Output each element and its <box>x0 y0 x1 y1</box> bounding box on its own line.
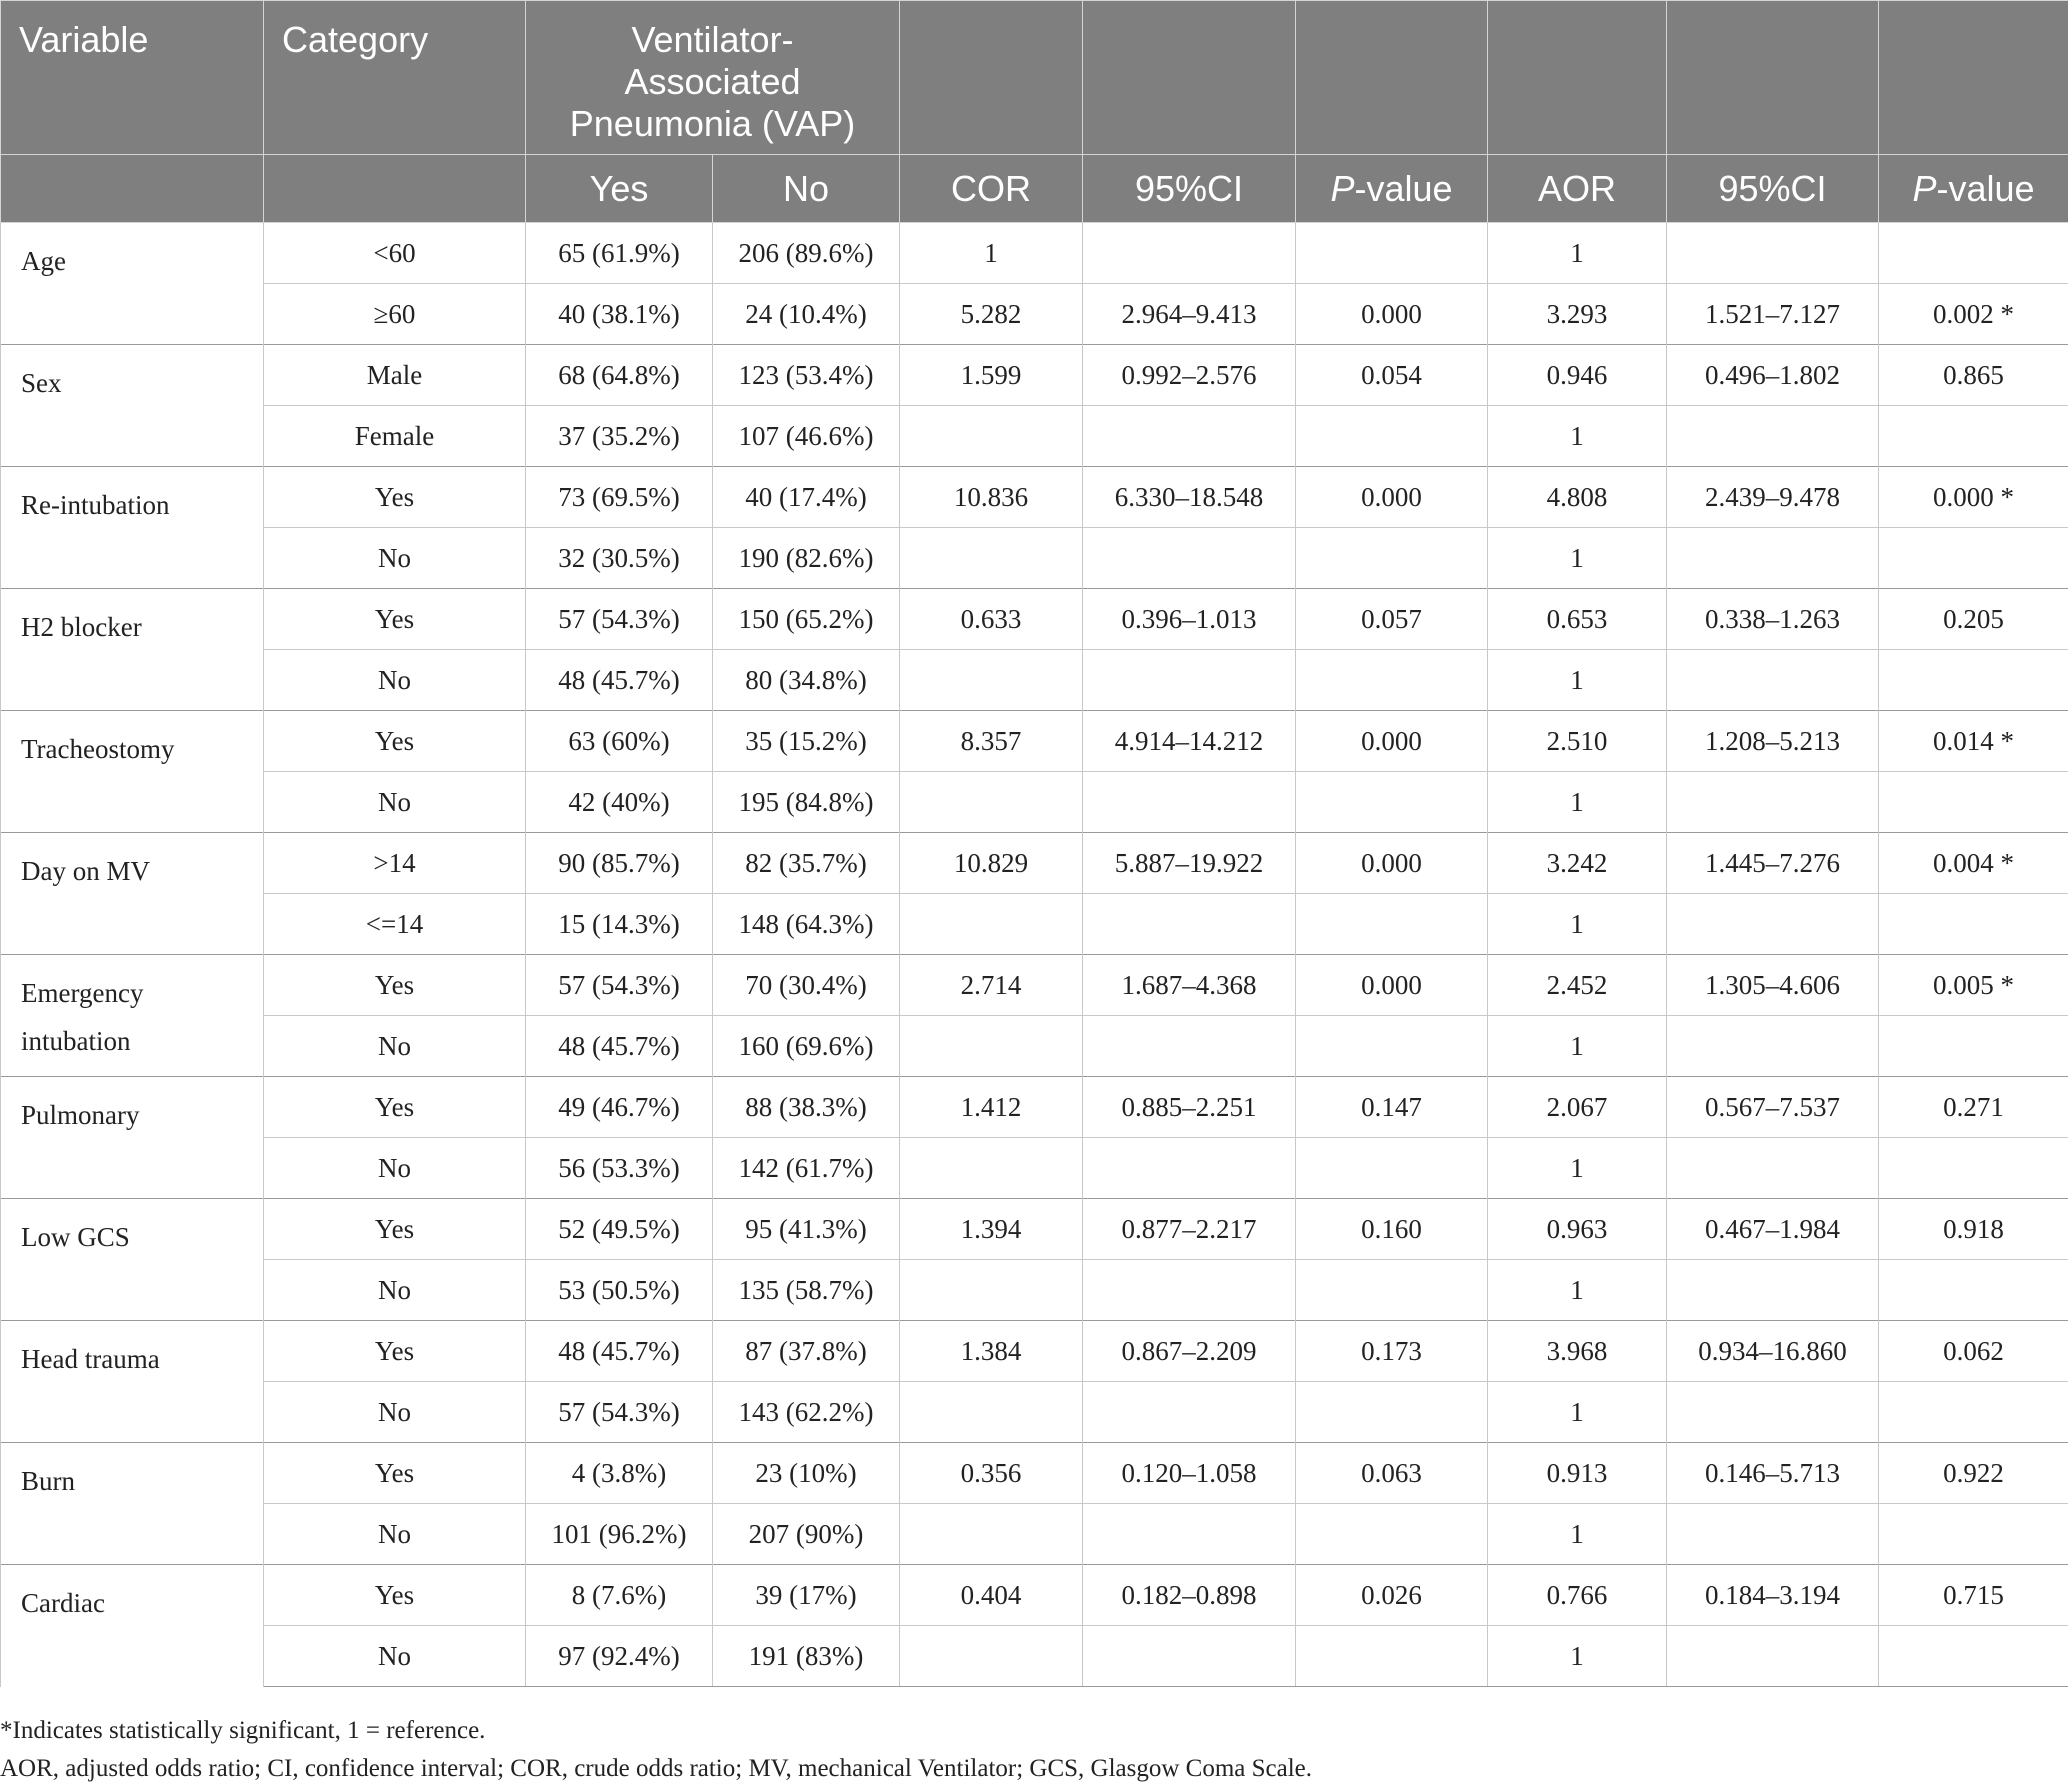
table-row <box>1 1016 2068 1077</box>
aor-cell: 3.293 <box>1488 284 1667 345</box>
cor-p-value-cell: 0.000 <box>1296 833 1488 894</box>
aor-cell: 3.968 <box>1488 1321 1667 1382</box>
category-cell: No <box>264 1504 526 1565</box>
aor-ci-cell: 0.496–1.802 <box>1667 345 1879 406</box>
table-row <box>1 1138 2068 1199</box>
category-cell: No <box>264 1138 526 1199</box>
header-row-1 <box>1 1 2068 155</box>
cor-ci-cell: 0.867–2.209 <box>1083 1321 1296 1382</box>
aor-ci-cell <box>1667 528 1879 589</box>
aor-cell: 1 <box>1488 1626 1667 1687</box>
vap-yes-cell: 4 (3.8%) <box>526 1443 713 1504</box>
table-row <box>1 833 2068 894</box>
aor-ci-cell: 0.467–1.984 <box>1667 1199 1879 1260</box>
aor-p-value-cell <box>1879 223 2068 284</box>
p-suffix: -value <box>1354 167 1453 209</box>
cor-p-value-cell <box>1296 1016 1488 1077</box>
aor-p-value-cell: 0.005 * <box>1879 955 2068 1016</box>
cor-ci-cell <box>1083 1504 1296 1565</box>
aor-p-value-cell <box>1879 1504 2068 1565</box>
vap-no-cell: 23 (10%) <box>713 1443 900 1504</box>
aor-ci-cell <box>1667 1504 1879 1565</box>
aor-cell: 2.067 <box>1488 1077 1667 1138</box>
table-row <box>1 1077 2068 1138</box>
aor-ci-cell: 0.146–5.713 <box>1667 1443 1879 1504</box>
aor-p-value-cell: 0.715 <box>1879 1565 2068 1626</box>
category-cell: No <box>264 1382 526 1443</box>
header-empty-cell <box>264 155 526 223</box>
aor-ci-cell <box>1667 894 1879 955</box>
table-row <box>1 223 2068 284</box>
aor-cell: 1 <box>1488 772 1667 833</box>
header-aor: AOR <box>1488 155 1667 223</box>
cor-cell <box>900 1260 1083 1321</box>
cor-ci-cell <box>1083 528 1296 589</box>
variable-cell: Sex <box>1 345 264 467</box>
cor-ci-cell <box>1083 223 1296 284</box>
aor-cell: 2.510 <box>1488 711 1667 772</box>
vap-yes-cell: 48 (45.7%) <box>526 1016 713 1077</box>
aor-ci-cell: 1.208–5.213 <box>1667 711 1879 772</box>
cor-cell <box>900 528 1083 589</box>
aor-ci-cell: 0.567–7.537 <box>1667 1077 1879 1138</box>
cor-p-value-cell <box>1296 406 1488 467</box>
vap-yes-cell: 49 (46.7%) <box>526 1077 713 1138</box>
cor-p-value-cell: 0.173 <box>1296 1321 1488 1382</box>
cor-cell <box>900 772 1083 833</box>
cor-ci-cell: 0.120–1.058 <box>1083 1443 1296 1504</box>
vap-yes-cell: 90 (85.7%) <box>526 833 713 894</box>
category-cell: Yes <box>264 1199 526 1260</box>
vap-yes-cell: 73 (69.5%) <box>526 467 713 528</box>
vap-yes-cell: 101 (96.2%) <box>526 1504 713 1565</box>
cor-cell: 2.714 <box>900 955 1083 1016</box>
table-row <box>1 772 2068 833</box>
vap-no-cell: 191 (83%) <box>713 1626 900 1687</box>
table-row <box>1 284 2068 345</box>
cor-cell: 0.633 <box>900 589 1083 650</box>
cor-p-value-cell <box>1296 528 1488 589</box>
cor-p-value-cell <box>1296 1626 1488 1687</box>
category-cell: Yes <box>264 1321 526 1382</box>
table-row <box>1 894 2068 955</box>
aor-cell: 0.946 <box>1488 345 1667 406</box>
aor-ci-cell: 0.338–1.263 <box>1667 589 1879 650</box>
header-empty-cell <box>1 155 264 223</box>
aor-p-value-cell <box>1879 772 2068 833</box>
aor-p-value-cell: 0.205 <box>1879 589 2068 650</box>
vap-yes-cell: 37 (35.2%) <box>526 406 713 467</box>
header-empty-cell <box>1083 1 1296 155</box>
aor-p-value-cell: 0.865 <box>1879 345 2068 406</box>
aor-p-value-cell <box>1879 1382 2068 1443</box>
header-category: Category <box>264 1 526 155</box>
vap-no-cell: 87 (37.8%) <box>713 1321 900 1382</box>
cor-p-value-cell: 0.000 <box>1296 284 1488 345</box>
aor-p-value-cell <box>1879 1138 2068 1199</box>
cor-ci-cell: 5.887–19.922 <box>1083 833 1296 894</box>
aor-cell: 0.963 <box>1488 1199 1667 1260</box>
cor-cell: 1 <box>900 223 1083 284</box>
cor-ci-cell <box>1083 1138 1296 1199</box>
table-row <box>1 467 2068 528</box>
aor-cell: 1 <box>1488 528 1667 589</box>
vap-no-cell: 95 (41.3%) <box>713 1199 900 1260</box>
footnote-significance: *Indicates statistically significant, 1 = reference. <box>0 1717 486 1744</box>
cor-ci-cell: 2.964–9.413 <box>1083 284 1296 345</box>
header-vap-group: Ventilator-Associated Pneumonia (VAP) <box>526 1 900 155</box>
cor-ci-cell <box>1083 1382 1296 1443</box>
header-empty-cell <box>1879 1 2068 155</box>
vap-no-cell: 70 (30.4%) <box>713 955 900 1016</box>
aor-p-value-cell: 0.002 * <box>1879 284 2068 345</box>
cor-p-value-cell <box>1296 1138 1488 1199</box>
vap-no-cell: 35 (15.2%) <box>713 711 900 772</box>
cor-p-value-cell <box>1296 223 1488 284</box>
category-cell: ≥60 <box>264 284 526 345</box>
aor-p-value-cell <box>1879 1260 2068 1321</box>
aor-ci-cell: 2.439–9.478 <box>1667 467 1879 528</box>
cor-cell: 10.829 <box>900 833 1083 894</box>
cor-ci-cell <box>1083 1016 1296 1077</box>
aor-ci-cell <box>1667 1382 1879 1443</box>
aor-p-value-cell: 0.271 <box>1879 1077 2068 1138</box>
cor-ci-cell <box>1083 1626 1296 1687</box>
vap-no-cell: 80 (34.8%) <box>713 650 900 711</box>
variable-cell: Pulmonary <box>1 1077 264 1199</box>
aor-ci-cell <box>1667 1016 1879 1077</box>
table-row <box>1 1260 2068 1321</box>
cor-ci-cell <box>1083 650 1296 711</box>
cor-p-value-cell: 0.160 <box>1296 1199 1488 1260</box>
aor-p-value-cell <box>1879 894 2068 955</box>
cor-cell <box>900 1138 1083 1199</box>
cor-cell <box>900 406 1083 467</box>
cor-p-value-cell: 0.000 <box>1296 955 1488 1016</box>
header-empty-cell <box>900 1 1083 155</box>
aor-ci-cell <box>1667 1260 1879 1321</box>
vap-no-cell: 88 (38.3%) <box>713 1077 900 1138</box>
cor-ci-cell <box>1083 772 1296 833</box>
header-row-2 <box>1 155 2068 223</box>
table-row <box>1 650 2068 711</box>
cor-p-value-cell: 0.057 <box>1296 589 1488 650</box>
footnote-abbreviations: AOR, adjusted odds ratio; CI, confidence interval; COR, crude odds ratio; MV, mechanical Ventilator; GCS, Glasgow Coma Scale. <box>0 1755 1313 1782</box>
category-cell: No <box>264 1626 526 1687</box>
aor-cell: 1 <box>1488 1138 1667 1199</box>
p-letter: P <box>1330 167 1355 209</box>
variable-cell: Tracheostomy <box>1 711 264 833</box>
variable-cell: Age <box>1 223 264 345</box>
aor-cell: 0.913 <box>1488 1443 1667 1504</box>
vap-yes-cell: 65 (61.9%) <box>526 223 713 284</box>
cor-cell: 1.412 <box>900 1077 1083 1138</box>
vap-no-cell: 160 (69.6%) <box>713 1016 900 1077</box>
vap-yes-cell: 48 (45.7%) <box>526 650 713 711</box>
vap-yes-cell: 97 (92.4%) <box>526 1626 713 1687</box>
table-row <box>1 955 2068 1016</box>
vap-no-cell: 142 (61.7%) <box>713 1138 900 1199</box>
vap-no-cell: 82 (35.7%) <box>713 833 900 894</box>
aor-cell: 0.653 <box>1488 589 1667 650</box>
header-empty-cell <box>1296 1 1488 155</box>
aor-cell: 1 <box>1488 223 1667 284</box>
cor-p-value-cell: 0.026 <box>1296 1565 1488 1626</box>
category-cell: Female <box>264 406 526 467</box>
aor-ci-cell: 0.184–3.194 <box>1667 1565 1879 1626</box>
cor-cell: 0.356 <box>900 1443 1083 1504</box>
cor-ci-cell: 0.992–2.576 <box>1083 345 1296 406</box>
vap-no-cell: 135 (58.7%) <box>713 1260 900 1321</box>
cor-p-value-cell: 0.000 <box>1296 711 1488 772</box>
aor-p-value-cell: 0.014 * <box>1879 711 2068 772</box>
cor-cell: 8.357 <box>900 711 1083 772</box>
category-cell: Yes <box>264 1077 526 1138</box>
table-footnotes <box>0 1712 1312 1788</box>
cor-cell: 1.384 <box>900 1321 1083 1382</box>
aor-cell: 1 <box>1488 894 1667 955</box>
category-cell: No <box>264 772 526 833</box>
table-row <box>1 406 2068 467</box>
category-cell: No <box>264 1016 526 1077</box>
aor-ci-cell: 1.445–7.276 <box>1667 833 1879 894</box>
cor-ci-cell: 0.396–1.013 <box>1083 589 1296 650</box>
vap-no-cell: 150 (65.2%) <box>713 589 900 650</box>
aor-p-value-cell <box>1879 650 2068 711</box>
vap-no-cell: 24 (10.4%) <box>713 284 900 345</box>
cor-ci-cell: 0.182–0.898 <box>1083 1565 1296 1626</box>
variable-cell: Low GCS <box>1 1199 264 1321</box>
category-cell: Male <box>264 345 526 406</box>
header-empty-cell <box>1488 1 1667 155</box>
aor-ci-cell: 1.305–4.606 <box>1667 955 1879 1016</box>
aor-cell: 2.452 <box>1488 955 1667 1016</box>
cor-cell <box>900 1382 1083 1443</box>
category-cell: <=14 <box>264 894 526 955</box>
table-row <box>1 711 2068 772</box>
cor-p-value-cell: 0.054 <box>1296 345 1488 406</box>
cor-cell <box>900 650 1083 711</box>
category-cell: Yes <box>264 1443 526 1504</box>
vap-yes-cell: 40 (38.1%) <box>526 284 713 345</box>
cor-p-value-cell: 0.063 <box>1296 1443 1488 1504</box>
cor-cell: 1.394 <box>900 1199 1083 1260</box>
table-header <box>1 1 2068 223</box>
category-cell: Yes <box>264 1565 526 1626</box>
aor-p-value-cell <box>1879 1016 2068 1077</box>
aor-p-value-cell <box>1879 1626 2068 1687</box>
vap-yes-cell: 63 (60%) <box>526 711 713 772</box>
cor-ci-cell <box>1083 406 1296 467</box>
header-variable: Variable <box>1 1 264 155</box>
table-row <box>1 1382 2068 1443</box>
category-cell: Yes <box>264 711 526 772</box>
cor-ci-cell: 1.687–4.368 <box>1083 955 1296 1016</box>
header-cor-p-value <box>1296 155 1488 223</box>
vap-yes-cell: 57 (54.3%) <box>526 955 713 1016</box>
category-cell: >14 <box>264 833 526 894</box>
vap-yes-cell: 68 (64.8%) <box>526 345 713 406</box>
aor-cell: 1 <box>1488 1504 1667 1565</box>
cor-cell <box>900 894 1083 955</box>
cor-ci-cell <box>1083 894 1296 955</box>
cor-ci-cell: 0.885–2.251 <box>1083 1077 1296 1138</box>
header-no: No <box>713 155 900 223</box>
vap-no-cell: 143 (62.2%) <box>713 1382 900 1443</box>
aor-p-value-cell <box>1879 406 2068 467</box>
aor-ci-cell: 0.934–16.860 <box>1667 1321 1879 1382</box>
header-aor-ci: 95%CI <box>1667 155 1879 223</box>
variable-cell: Emergency intubation <box>1 955 264 1077</box>
aor-p-value-cell: 0.000 * <box>1879 467 2068 528</box>
cor-cell: 5.282 <box>900 284 1083 345</box>
vap-no-cell: 190 (82.6%) <box>713 528 900 589</box>
header-cor: COR <box>900 155 1083 223</box>
vap-no-cell: 123 (53.4%) <box>713 345 900 406</box>
vap-yes-cell: 56 (53.3%) <box>526 1138 713 1199</box>
vap-no-cell: 148 (64.3%) <box>713 894 900 955</box>
vap-yes-cell: 32 (30.5%) <box>526 528 713 589</box>
vap-yes-cell: 57 (54.3%) <box>526 589 713 650</box>
aor-ci-cell <box>1667 223 1879 284</box>
table-row <box>1 1626 2068 1687</box>
variable-cell: Re-intubation <box>1 467 264 589</box>
cor-p-value-cell <box>1296 1260 1488 1321</box>
aor-cell: 1 <box>1488 1016 1667 1077</box>
aor-cell: 0.766 <box>1488 1565 1667 1626</box>
aor-p-value-cell: 0.922 <box>1879 1443 2068 1504</box>
cor-ci-cell <box>1083 1260 1296 1321</box>
vap-yes-cell: 8 (7.6%) <box>526 1565 713 1626</box>
variable-cell: Head trauma <box>1 1321 264 1443</box>
table-row <box>1 1504 2068 1565</box>
vap-yes-cell: 53 (50.5%) <box>526 1260 713 1321</box>
variable-cell: H2 blocker <box>1 589 264 711</box>
cor-p-value-cell: 0.147 <box>1296 1077 1488 1138</box>
aor-cell: 1 <box>1488 406 1667 467</box>
aor-ci-cell <box>1667 1626 1879 1687</box>
table-row <box>1 1565 2068 1626</box>
variable-cell: Burn <box>1 1443 264 1565</box>
cor-cell <box>900 1626 1083 1687</box>
vap-no-cell: 107 (46.6%) <box>713 406 900 467</box>
table-row <box>1 528 2068 589</box>
cor-p-value-cell <box>1296 650 1488 711</box>
header-aor-p-value <box>1879 155 2068 223</box>
vap-no-cell: 39 (17%) <box>713 1565 900 1626</box>
vap-no-cell: 207 (90%) <box>713 1504 900 1565</box>
cor-p-value-cell <box>1296 1382 1488 1443</box>
aor-cell: 4.808 <box>1488 467 1667 528</box>
vap-no-cell: 40 (17.4%) <box>713 467 900 528</box>
table-row <box>1 345 2068 406</box>
cor-cell: 10.836 <box>900 467 1083 528</box>
cor-cell: 1.599 <box>900 345 1083 406</box>
table-row <box>1 1443 2068 1504</box>
category-cell: <60 <box>264 223 526 284</box>
category-cell: Yes <box>264 467 526 528</box>
cor-cell <box>900 1016 1083 1077</box>
aor-ci-cell: 1.521–7.127 <box>1667 284 1879 345</box>
cor-p-value-cell: 0.000 <box>1296 467 1488 528</box>
category-cell: Yes <box>264 589 526 650</box>
aor-cell: 1 <box>1488 1260 1667 1321</box>
vap-yes-cell: 48 (45.7%) <box>526 1321 713 1382</box>
cor-ci-cell: 0.877–2.217 <box>1083 1199 1296 1260</box>
cor-p-value-cell <box>1296 894 1488 955</box>
cor-p-value-cell <box>1296 772 1488 833</box>
category-cell: Yes <box>264 955 526 1016</box>
table-row <box>1 589 2068 650</box>
cor-cell: 0.404 <box>900 1565 1083 1626</box>
category-cell: No <box>264 528 526 589</box>
table-row <box>1 1321 2068 1382</box>
cor-cell <box>900 1504 1083 1565</box>
aor-ci-cell <box>1667 1138 1879 1199</box>
aor-cell: 1 <box>1488 1382 1667 1443</box>
cor-p-value-cell <box>1296 1504 1488 1565</box>
p-suffix: -value <box>1936 167 2035 209</box>
table-row <box>1 1199 2068 1260</box>
vap-yes-cell: 42 (40%) <box>526 772 713 833</box>
aor-p-value-cell: 0.918 <box>1879 1199 2068 1260</box>
aor-ci-cell <box>1667 772 1879 833</box>
aor-cell: 3.242 <box>1488 833 1667 894</box>
table-body <box>1 223 2068 1687</box>
category-cell: No <box>264 1260 526 1321</box>
vap-yes-cell: 15 (14.3%) <box>526 894 713 955</box>
vap-no-cell: 206 (89.6%) <box>713 223 900 284</box>
variable-cell: Cardiac <box>1 1565 264 1687</box>
vap-yes-cell: 52 (49.5%) <box>526 1199 713 1260</box>
header-yes: Yes <box>526 155 713 223</box>
variable-cell: Day on MV <box>1 833 264 955</box>
aor-ci-cell <box>1667 406 1879 467</box>
header-cor-ci: 95%CI <box>1083 155 1296 223</box>
vap-no-cell: 195 (84.8%) <box>713 772 900 833</box>
p-letter: P <box>1912 167 1937 209</box>
header-empty-cell <box>1667 1 1879 155</box>
aor-ci-cell <box>1667 650 1879 711</box>
aor-p-value-cell: 0.004 * <box>1879 833 2068 894</box>
aor-cell: 1 <box>1488 650 1667 711</box>
aor-p-value-cell: 0.062 <box>1879 1321 2068 1382</box>
cor-ci-cell: 4.914–14.212 <box>1083 711 1296 772</box>
category-cell: No <box>264 650 526 711</box>
aor-p-value-cell <box>1879 528 2068 589</box>
vap-yes-cell: 57 (54.3%) <box>526 1382 713 1443</box>
cor-ci-cell: 6.330–18.548 <box>1083 467 1296 528</box>
